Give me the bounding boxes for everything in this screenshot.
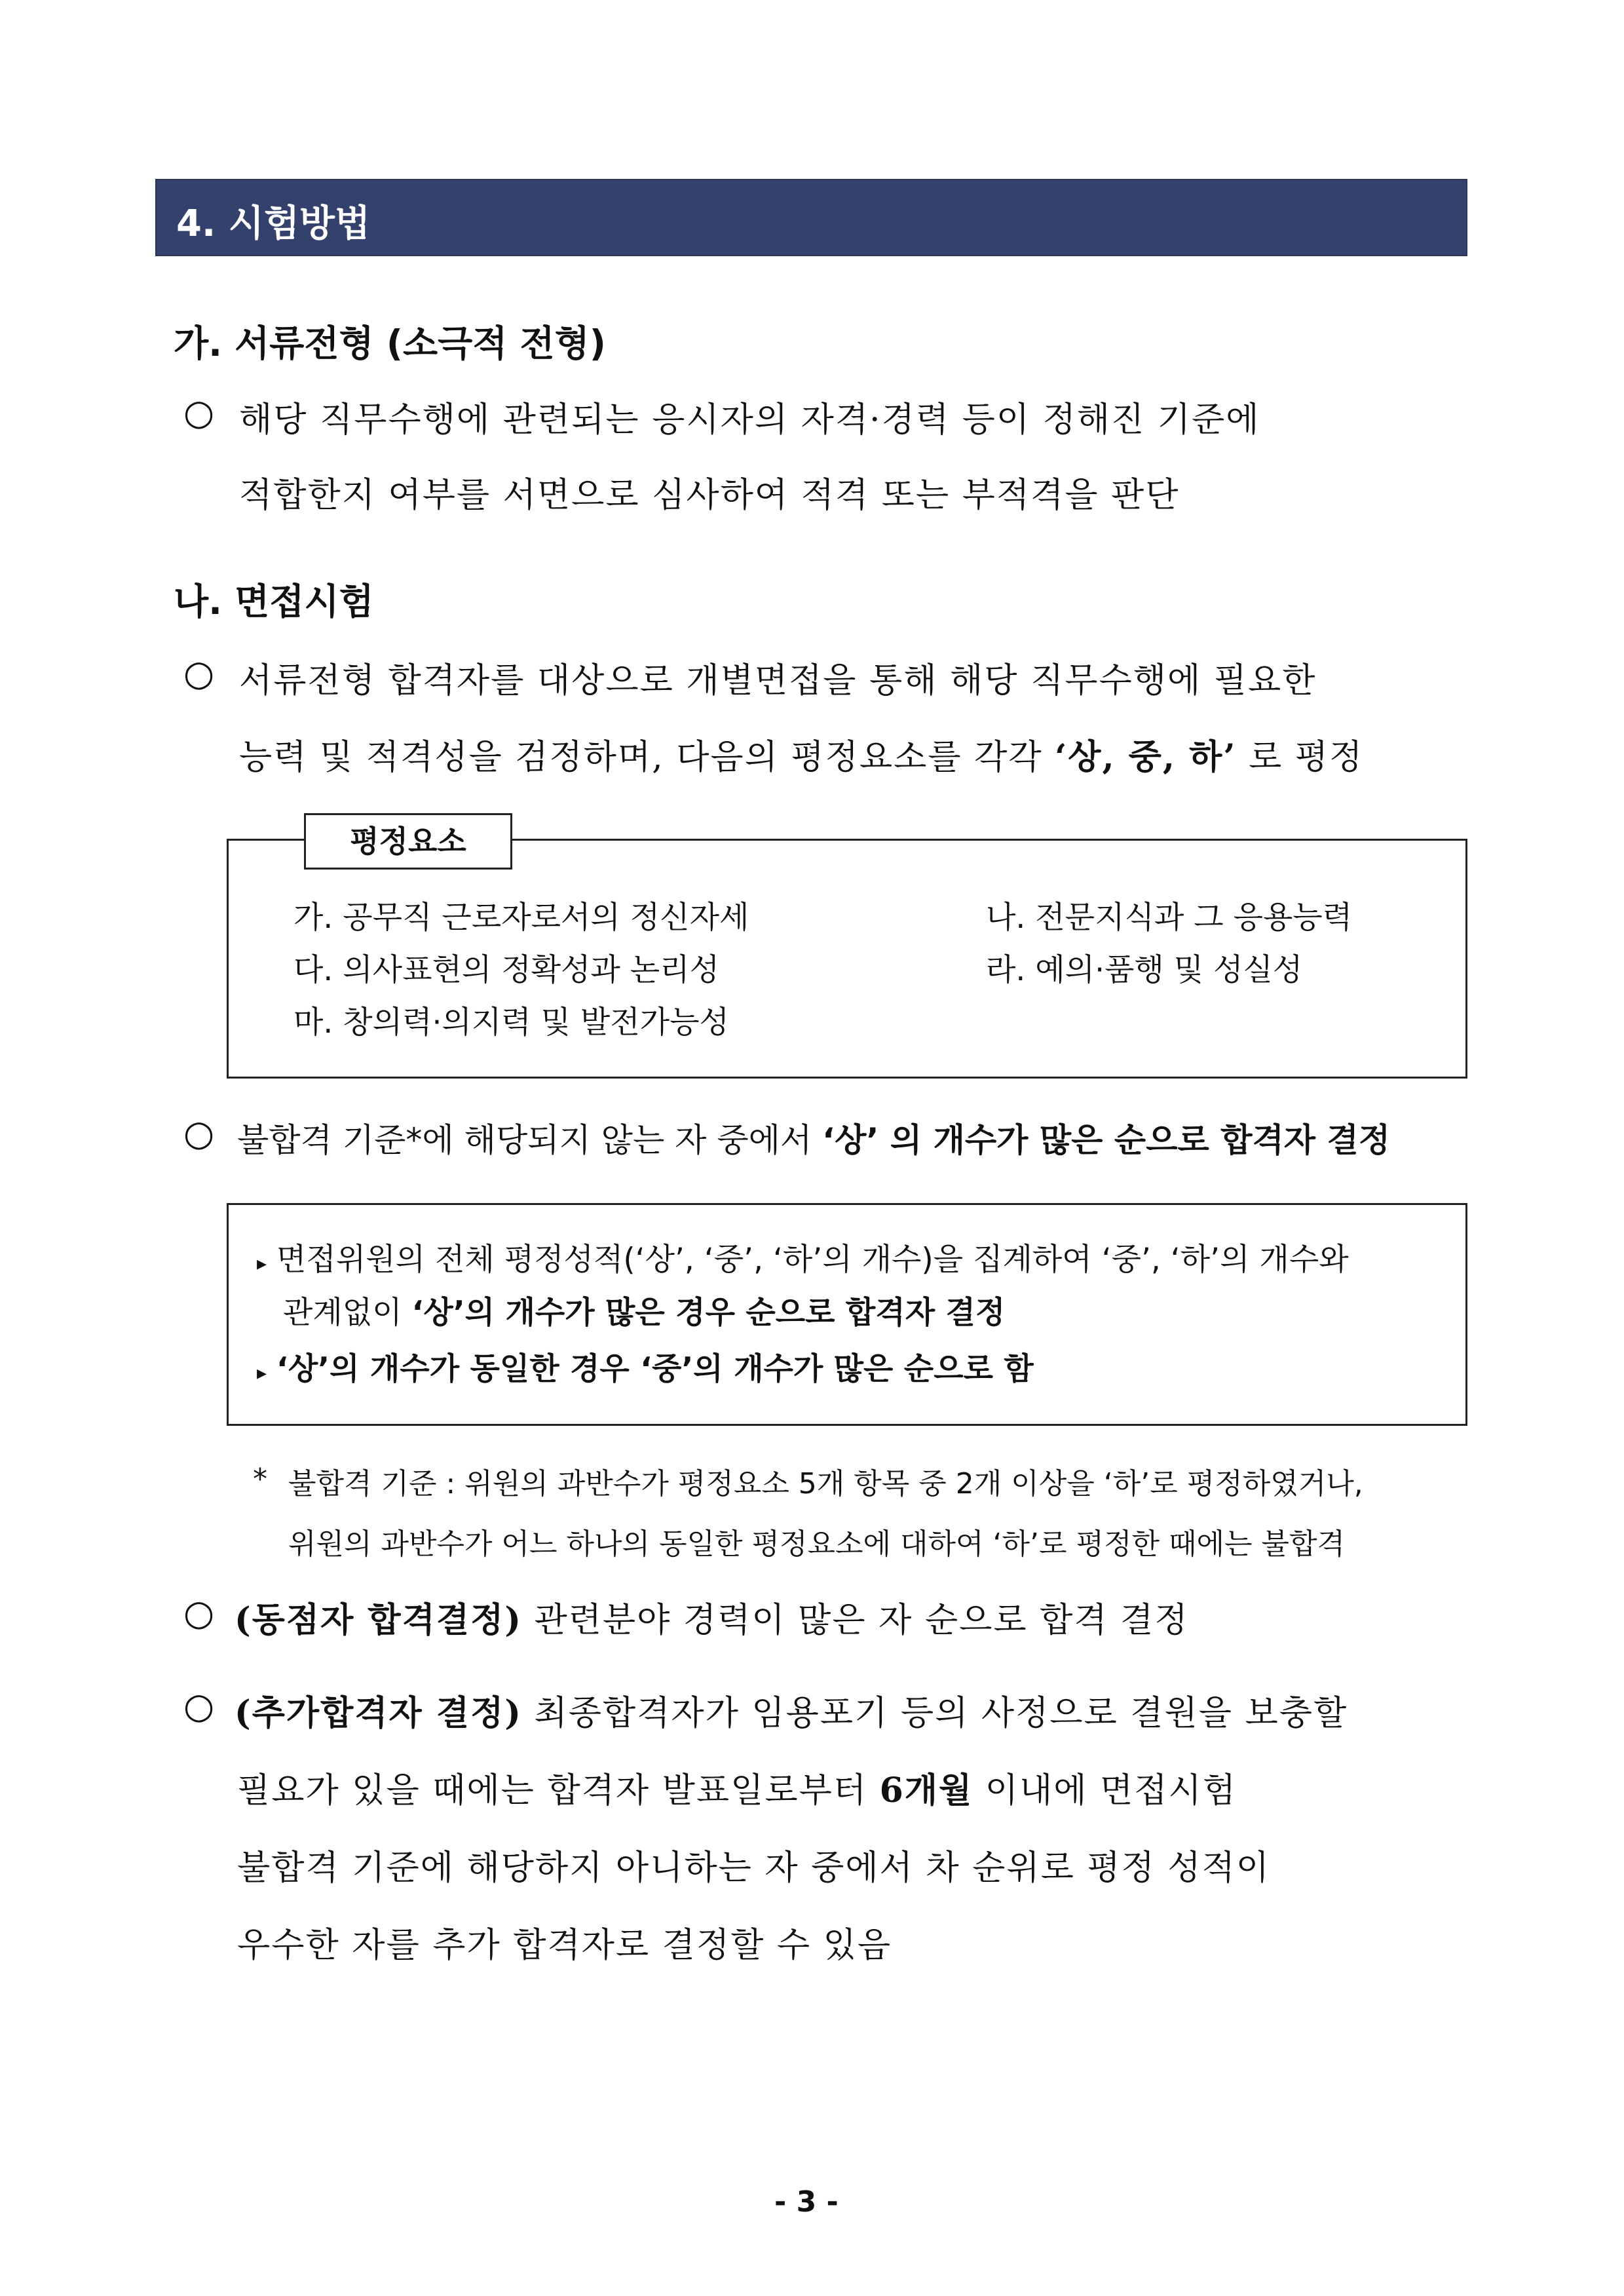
bullet-circle-icon: ○	[183, 392, 215, 433]
additional-bold: (추가합격자 결정)	[235, 1693, 522, 1733]
criteria-item: 가. 공무직 근로자로서의 정신자세	[293, 900, 749, 936]
additional-line-1	[235, 1685, 1348, 1734]
subsection-a-line-1: 해당 직무수행에 관련되는 응시자의 자격·경력 등이 정해진 기준에	[239, 400, 1260, 440]
triangle-bullet-icon: ▸	[257, 1362, 267, 1385]
rule-line-3-bold: ‘상’의 개수가 동일한 경우 ‘중’의 개수가 많은 순으로 함	[276, 1351, 1034, 1387]
criteria-item: 마. 창의력·의지력 및 발전가능성	[293, 1004, 729, 1041]
pass-criteria-line	[237, 1114, 1390, 1161]
tie-break-rest: 관련분야 경력이 많은 자 순으로 합격 결정	[521, 1601, 1189, 1640]
intro-line2-bold: ‘상, 중, 하’	[1055, 737, 1237, 777]
rule-line-1	[257, 1235, 1349, 1279]
criteria-item: 라. 예의·품행 및 성실성	[986, 952, 1303, 988]
note-line-1: 불합격 기준 : 위원의 과반수가 평정요소 5개 항목 중 2개 이상을 ‘하’로 평정하였거나,	[288, 1467, 1363, 1501]
criteria-item: 나. 전문지식과 그 응용능력	[986, 900, 1353, 936]
page-number: - 3 -	[774, 2185, 839, 2219]
interview-intro-line-2	[239, 729, 1363, 778]
additional-line2-bold: 6개월	[879, 1770, 973, 1810]
tie-break-line	[235, 1592, 1189, 1641]
rule-line-2	[283, 1288, 1005, 1332]
additional-line-3: 불합격 기준에 해당하지 아니하는 자 중에서 차 순위로 평정 성적이	[237, 1848, 1271, 1888]
pass-line-pre: 불합격 기준*에 해당되지 않는 자 중에서	[237, 1121, 823, 1159]
additional-rest: 최종합격자가 임용포기 등의 사정으로 결원을 보충할	[521, 1694, 1348, 1733]
section-title: 4. 시험방법	[176, 202, 371, 245]
criteria-title: 평정요소	[304, 813, 512, 870]
additional-line2-post: 이내에 면접시험	[973, 1771, 1237, 1810]
note-asterisk: *	[253, 1463, 267, 1496]
rule-line-2-pre: 관계없이	[283, 1295, 412, 1331]
rule-line-3	[257, 1345, 1034, 1388]
rule-line-2-bold: ‘상’의 개수가 많은 경우 순으로 합격자 결정	[411, 1295, 1006, 1331]
interview-intro-line-1: 서류전형 합격자를 대상으로 개별면접을 통해 해당 직무수행에 필요한	[239, 661, 1317, 700]
criteria-item: 다. 의사표현의 정확성과 논리성	[293, 952, 719, 988]
intro-line2-post: 로 평정	[1236, 738, 1364, 777]
additional-line-2	[237, 1763, 1237, 1812]
triangle-bullet-icon: ▸	[257, 1252, 267, 1275]
bullet-circle-icon: ○	[183, 653, 215, 694]
subsection-b-heading: 나. 면접시험	[174, 581, 374, 622]
note-line-2: 위원의 과반수가 어느 하나의 동일한 평정요소에 대하여 ‘하’로 평정한 때에는 불합격	[288, 1527, 1345, 1561]
tie-break-bold: (동점자 합격결정)	[235, 1600, 522, 1640]
intro-line2-pre: 능력 및 적격성을 검정하며, 다음의 평정요소를 각각	[239, 738, 1055, 777]
subsection-a-line-2: 적합한지 여부를 서면으로 심사하여 적격 또는 부적격을 판단	[239, 476, 1180, 515]
pass-line-bold: ‘상’ 의 개수가 많은 순으로 합격자 결정	[822, 1121, 1391, 1159]
bullet-circle-icon: ○	[183, 1685, 215, 1727]
section-header-bar	[155, 179, 1467, 256]
bullet-circle-icon: ○	[183, 1592, 215, 1634]
subsection-a-heading: 가. 서류전형 (소극적 전형)	[174, 322, 606, 364]
additional-line2-pre: 필요가 있을 때에는 합격자 발표일로부터	[237, 1771, 880, 1810]
additional-line-4: 우수한 자를 추가 합격자로 결정할 수 있음	[237, 1926, 892, 1965]
bullet-circle-icon: ○	[183, 1113, 215, 1154]
rule-line-1-text: 면접위원의 전체 평정성적(‘상’, ‘중’, ‘하’의 개수)을 집계하여 ‘중’, ‘하’의 개수와	[276, 1242, 1349, 1278]
